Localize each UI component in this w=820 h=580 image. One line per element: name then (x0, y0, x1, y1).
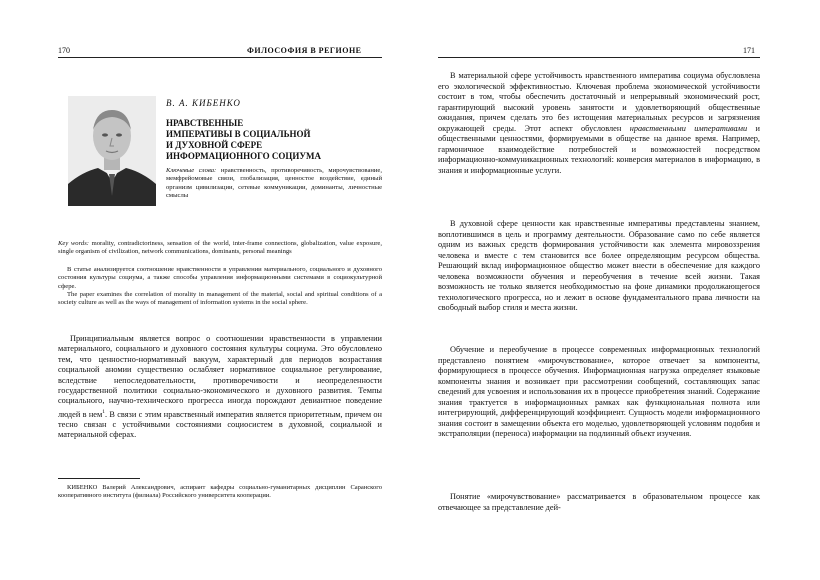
body-text-end: . В связи с этим нравственный императив является приоритетным, причем он тесно связан с устойчивыми состояниями социосистем в духовной, социальной и материальной сферах. (58, 409, 383, 440)
running-head: ФИЛОСОФИЯ В РЕГИОНЕ (247, 46, 362, 55)
keywords-en-text: morality, contradictoriness, sensation of the world, inter-frame connections, globalization, value exposure, single organism of civilization, network communications, dominants, personal meanings (58, 240, 382, 256)
abstract-ru: В статье анализируется соотношение нравственности в управлении материального, социального и духовного состояния культуры социума, а также способы управления информационными системами в социокультурной сфере. (58, 266, 382, 290)
author-name: В. А. КИБЕНКО (166, 98, 241, 108)
footnote-marker: 1 (102, 408, 105, 415)
title-line: НРАВСТВЕННЫЕ (166, 118, 244, 128)
author-footnote: КИБЕНКО Валерий Александрович, аспирант кафедры социально-гуманитарных дисциплин Саранского кооперативного института (филиала) Российского университета кооперации. (58, 484, 382, 500)
paragraph-text: и общественными ценностями, формируемыми в обществе на данное время. Например, гармоничное взаимодействие потребностей и возможностей посредством информационно-коммуникационных технологий: конверсия материалов в информацию, в знания и информационные услуги. (438, 123, 761, 175)
paragraph: В духовной сфере ценности как нравственные императивы представлены знанием, воплотившимся в цель и программу деятельности. Образование само по себе является одним из важных средств формирования устойчивости как элемента мировоззрения человека и вместе с тем становится все более определяющим ресурсом общества. Решающий вклад информационное общество может внести в обеспечение для каждого человека возможности обучения и переобучения в течение всей жизни. Такая возможность не только является необходимостью на фоне динамики продолжающегося технологического прогресса, но и лежит в основе фундаментального права личности на свободный выбор стиля и места жизни. (438, 219, 760, 312)
paragraph (438, 71, 760, 176)
abstract-en: The paper examines the correlation of morality in management of the material, social and spiritual conditions of a society culture as well as the ways of management of information systems in the social sphere. (58, 291, 382, 307)
footnote-rule (58, 478, 140, 479)
title-line: ИНФОРМАЦИОННОГО СОЦИУМА (166, 151, 322, 161)
title-line: И ДУХОВНОЙ СФЕРЕ (166, 140, 263, 150)
body-text (58, 334, 382, 441)
keywords-ru (166, 167, 382, 201)
emphasis-text: нравственными императивами (629, 123, 748, 133)
keywords-ru-text: нравственность, противоречивость, мирочувствование, мемфрейомовые связи, глобализация, ценностое воздействие, единый организм цивилизации, сетевые коммуникации, доминанты, личностные смыслы (166, 167, 382, 200)
right-page (410, 0, 820, 580)
author-photo (68, 96, 156, 206)
body-text-main: Принципиальным является вопрос о соотношении нравственности в управлении материального, социального и духовного состояния культуры социума. Это обусловлено тем, что ценностно-нормативный вакуум, характерный для периодов возрастания социальной аномии существенно ослабляет нормативное социальное регулирование, вследствие непоследовательности, противоречивости и неопределенности государственной политики социально-экономического и духовного развития. Темпы социального, научно-технического прогресса иногда порождают девиантное поведение людей в нем (58, 334, 382, 419)
keywords-ru-label: Ключевые слова: (166, 167, 217, 174)
keywords-en-label: Key words: (58, 240, 89, 247)
article-title (166, 118, 376, 162)
author-portrait-image (68, 96, 156, 206)
paragraph: Обучение и переобучение в процессе современных информационных технологий представлено понятием «мирочувствование», которое отвечает за компоненты, формирующиеся в процессе обучения. Информационная нагрузка определяет языковые компоненты знания и возникает при рассмотрении сообщений, составляющих запас сведений для усвоения и использования их в процессе приобретения знаний. Содержание знания трактуется в информационных рамках как функциональная полнота или интегрирующий, дифференцирующий коэффициент. Сущность модели информационного знания состоит в замещении объекта его моделью, удовлетворяющей условиям подобия и экстраполяции (переноса) информации на подлинный объект изучения. (438, 345, 760, 438)
page-number: 171 (743, 46, 755, 55)
header-rule (438, 57, 760, 58)
page-number: 170 (58, 46, 70, 55)
paragraph: Понятие «мирочувствование» рассматривается в образовательном процессе как отвечающее за представление дей- (438, 492, 760, 512)
keywords-en (58, 240, 382, 257)
header-rule (58, 57, 382, 58)
title-line: ИМПЕРАТИВЫ В СОЦИАЛЬНОЙ (166, 129, 311, 139)
paragraph-text: В материальной сфере устойчивость нравственного императива социума обусловлена его экологической эффективностью. Ключевая проблема экономической устойчивости состоит в том, чтобы обеспечить достаточный и непрерывный экономический рост, гарантирующий высокий уровень занятости и удовлетворяющий общественные ожидания, причем сделать это без истощения материальных ресурсов и загрязнения окружающей среды. Этот аспект обусловлен (438, 71, 760, 133)
